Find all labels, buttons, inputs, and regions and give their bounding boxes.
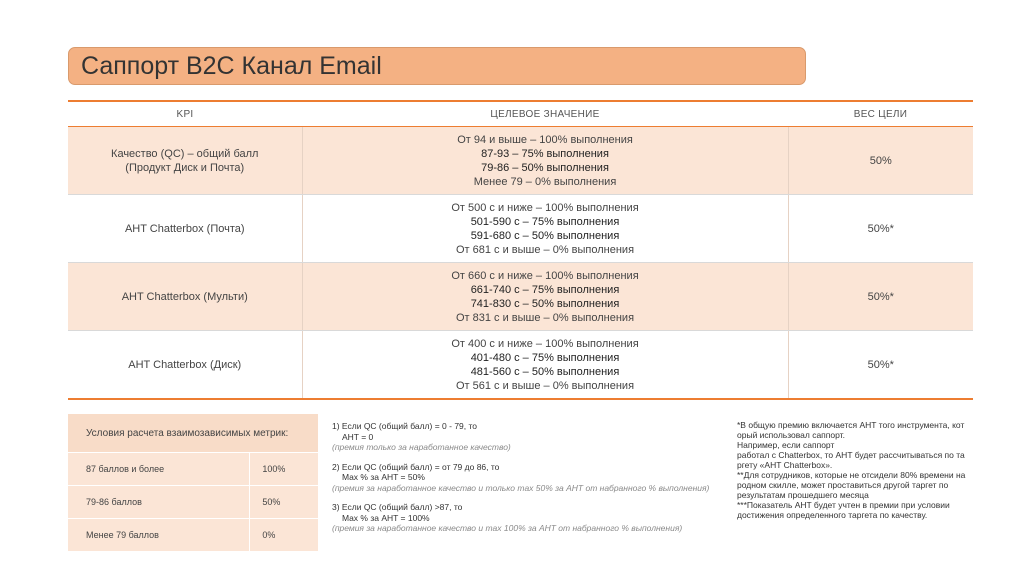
conditions-value: 100% <box>250 453 318 486</box>
kpi-cell <box>68 331 302 400</box>
kpi-cell <box>68 195 302 263</box>
header-kpi: KPI <box>68 101 302 127</box>
kpi-table <box>68 100 973 400</box>
conditions-header-row <box>68 414 318 453</box>
rule-note: (премия за наработанное качество и только max 50% за AHT от набранного % выполнения) <box>332 482 710 493</box>
conditions-table <box>68 414 318 552</box>
kpi-text: AHT Chatterbox (Мульти) <box>121 290 248 303</box>
rule-result: Max % за AHT = 50% <box>342 472 425 482</box>
rule-condition: 3) Если QC (общий балл) >87, то <box>332 502 463 512</box>
weight-cell: 50% <box>788 127 973 195</box>
target-line: От 660 с и ниже – 100% выполнения <box>451 269 639 282</box>
target-line: 79-86 – 50% выполнения <box>481 161 609 174</box>
kpi-text: Качество (QC) – общий балл <box>111 147 259 160</box>
conditions-label: 87 баллов и более <box>68 453 250 486</box>
conditions-value: 50% <box>250 486 318 519</box>
table-row <box>68 263 973 331</box>
target-line: От 561 с и выше – 0% выполнения <box>455 379 635 392</box>
target-line: 591-680 с – 50% выполнения <box>470 229 620 242</box>
footnote: **Для сотрудников, которые не отсидели 80% времени на родном скилле, может проставиться другой таргет по результатам прошедшего месяца <box>737 470 966 500</box>
target-cell <box>302 195 788 263</box>
table-row <box>68 331 973 400</box>
conditions-row <box>68 486 318 519</box>
rule-note: (премия только за наработанное качество) <box>332 442 511 452</box>
header-weight: ВЕС ЦЕЛИ <box>788 101 973 127</box>
kpi-text: AHT Chatterbox (Почта) <box>124 222 245 235</box>
conditions-value: 0% <box>250 519 318 552</box>
footnotes <box>737 420 977 520</box>
conditions-row <box>68 519 318 552</box>
footnote: работал с Chatterbox, то AHT будет рассчитываться по та ргету «AHT Chatterbox». <box>737 450 965 470</box>
target-cell <box>302 127 788 195</box>
target-cell <box>302 331 788 400</box>
target-line: 661-740 с – 75% выполнения <box>470 283 620 296</box>
target-line: От 681 с и выше – 0% выполнения <box>455 243 635 256</box>
conditions-label: Менее 79 баллов <box>68 519 250 552</box>
rule-item <box>332 421 732 453</box>
kpi-text: AHT Chatterbox (Диск) <box>128 358 242 371</box>
target-line: 401-480 с – 75% выполнения <box>470 351 620 364</box>
target-line: От 94 и выше – 100% выполнения <box>457 133 633 146</box>
kpi-text: (Продукт Диск и Почта) <box>125 161 245 174</box>
conditions-header: Условия расчета взаимозависимых метрик: <box>68 414 318 453</box>
footnote: Например, если саппорт <box>737 440 835 450</box>
rule-result: Max % за AHT = 100% <box>342 512 430 523</box>
rule-item <box>332 462 732 494</box>
rule-condition: 2) Если QC (общий балл) = от 79 до 86, то <box>332 461 500 472</box>
header-target: ЦЕЛЕВОЕ ЗНАЧЕНИЕ <box>302 101 788 127</box>
footnote: *В общую премию включается AHT того инструмента, кот орый использовал саппорт. <box>737 420 965 440</box>
rule-result: AHT = 0 <box>342 431 374 442</box>
target-line: От 400 с и ниже – 100% выполнения <box>451 337 639 350</box>
kpi-cell <box>68 263 302 331</box>
page-title: Саппорт B2C Канал Email <box>81 51 382 80</box>
conditions-row <box>68 453 318 486</box>
target-line: Менее 79 – 0% выполнения <box>473 175 617 188</box>
target-line: 87-93 – 75% выполнения <box>481 147 609 160</box>
target-line: 741-830 с – 50% выполнения <box>470 297 620 310</box>
title-bar <box>68 47 806 85</box>
kpi-cell <box>68 127 302 195</box>
target-line: От 831 с и выше – 0% выполнения <box>455 311 635 324</box>
weight-cell: 50%* <box>788 331 973 400</box>
footnote: ***Показатель AHT будет учтен в премии при условии достижения определенного таргета по качеству. <box>737 500 950 520</box>
rule-item <box>332 502 732 534</box>
rule-condition: 1) Если QC (общий балл) = 0 - 79, то <box>332 421 478 431</box>
table-row <box>68 195 973 263</box>
rule-note: (премия за наработанное качество и max 100% за AHT от набранного % выполнения) <box>332 523 683 533</box>
target-cell <box>302 263 788 331</box>
table-row <box>68 127 973 195</box>
rules-block <box>332 421 732 543</box>
table-header-row <box>68 101 973 127</box>
conditions-label: 79-86 баллов <box>68 486 250 519</box>
target-line: От 500 с и ниже – 100% выполнения <box>451 201 639 214</box>
weight-cell: 50%* <box>788 195 973 263</box>
target-line: 481-560 с – 50% выполнения <box>470 365 620 378</box>
target-line: 501-590 с – 75% выполнения <box>470 215 620 228</box>
weight-cell: 50%* <box>788 263 973 331</box>
